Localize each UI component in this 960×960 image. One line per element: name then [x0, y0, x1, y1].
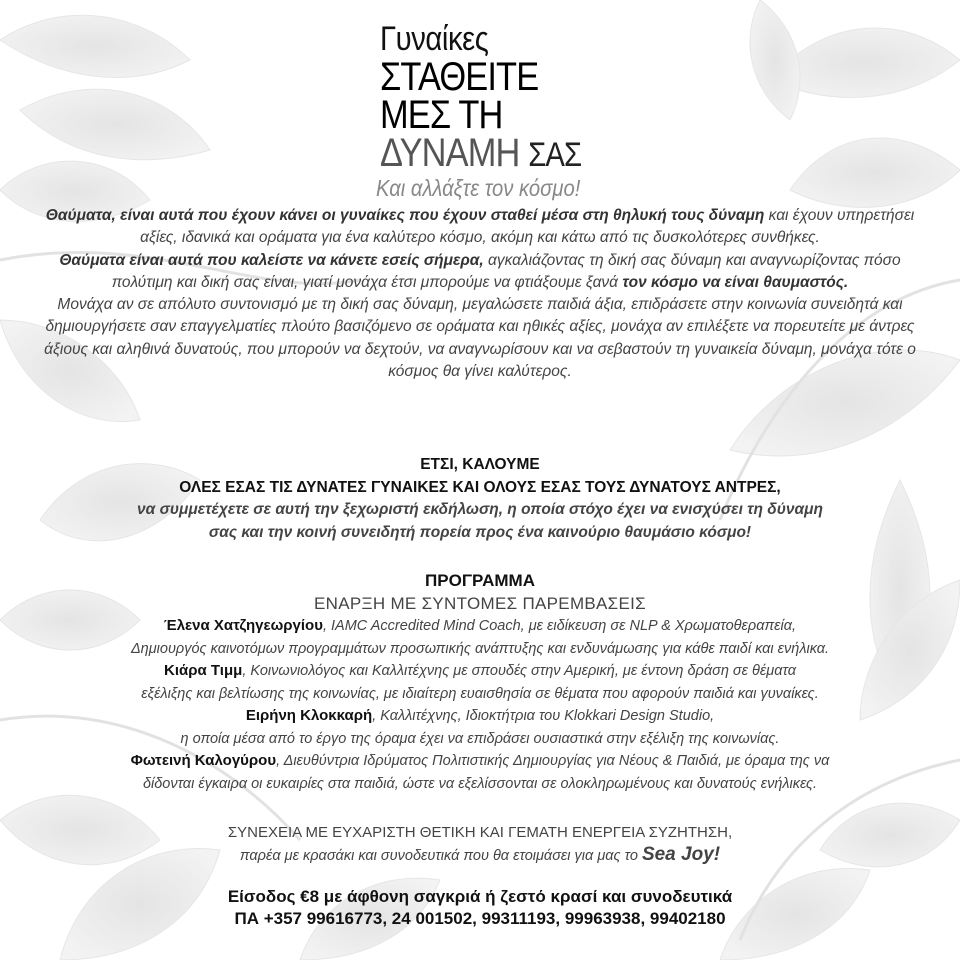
title-tagline: Και αλλάξτε τον κόσμο! [376, 175, 581, 201]
program-subtitle: ΕΝΑΡΞΗ ΜΕ ΣΥΝΤΟΜΕΣ ΠΑΡΕΜΒΑΣΕΙΣ [314, 593, 646, 613]
call-line-1: ΕΤΣΙ, ΚΑΛΟΥΜΕ [420, 456, 540, 473]
program-title: ΠΡΟΓΡΑΜΜΑ [424, 571, 535, 590]
speaker-line: η οποία μέσα από το έργο της όραμα έχει να επιδράσει ουσιαστικά στην εξέλιξη της κοινωνίας. [180, 730, 780, 747]
intro-paragraph-2 [40, 250, 920, 295]
speaker-name: Φωτεινή Καλογύρου [130, 752, 277, 769]
title-line-4 [380, 131, 638, 175]
intro-text-span: αγκαλιάζοντας τη δική σας δύναμη και αναγνωρίζοντας πόσο πολύτιμη και δική σας είναι, γιατί μονάχα έτσι μπορούμε να φτιάξουμε ξανά [111, 251, 901, 291]
call-line-2: ΟΛΕΣ ΕΣΑΣ ΤΙΣ ΔΥΝΑΤΕΣ ΓΥΝΑΙΚΕΣ ΚΑΙ ΟΛΟΥΣ ΕΣΑΣ ΤΟΥΣ ΔΥΝΑΤΟΥΣ ΑΝΤΡΕΣ, [179, 478, 781, 496]
speaker-line: εξέλιξης και βελτίωσης της κοινωνίας, με ιδιαίτερη ευαισθησία σε θέματα που αφορούν παιδιά και γυναίκες. [141, 685, 819, 702]
call-line-4: σας και την κοινή συνειδητή πορεία προς ένα καινούριο θαυμάσιο κόσμο! [208, 523, 752, 541]
intro-bold: τον κόσμο να είναι θαυμαστός. [622, 273, 849, 291]
closing-line-1: ΣΥΝΕΧΕΙΑ ΜΕ ΕΥΧΑΡΙΣΤΗ ΘΕΤΙΚΗ ΚΑΙ ΓΕΜΑΤΗ ΕΝΕΡΓΕΙΑ ΣΥΖΗΤΗΣΗ, [227, 824, 733, 841]
footer [10, 886, 950, 930]
intro-paragraph-3: Μονάχα αν σε απόλυτο συντονισμό με τη δική σας δύναμη, μεγαλώσετε παιδιά άξια, επιδράσετε στην κοινωνία συνειδητά και δημιουργήσετε σαν επαγγελματίες πλούτο βασιζόμενο σε οράματα και ηθικές αξίες, μονάχα αν επιλέξετε να πορευτείτε με άντρες άξιους και αληθινά δυνατούς, που μπορούν να δεχτούν, να αναγνωρίσουν και να σεβαστούν τη γυναικεία δύναμη, μονάχα τότε ο κόσμος θα γίνει καλύτερος. [44, 296, 916, 381]
speaker-description: , IAMC Accredited Mind Coach, με ειδίκευση σε NLP & Χρωματοθεραπεία, [322, 618, 797, 634]
title-line-1: Γυναίκες [380, 20, 489, 58]
entry-price: Είσοδος €8 με άφθονη σαγκριά ή ζεστό κρασί και συνοδευτικά [227, 887, 733, 906]
speaker-name: Κιάρα Τιμμ [164, 662, 243, 679]
speaker-line [10, 705, 950, 728]
intro-text [40, 205, 920, 383]
title-line-2: ΣΤΑΘΕΙΤΕ [380, 55, 539, 99]
title-word-sas: ΣΑΣ [528, 136, 582, 174]
intro-text-span: και έχουν υπηρετήσει αξίες, ιδανικά και οράματα για ένα καλύτερο κόσμο, ακόμη και κάτω από τις δυσκολότερες συνθήκες. [140, 207, 915, 247]
call-line-3: να συμμετέχετε σε αυτή την ξεχωριστή εκδήλωση, η οποία στόχο έχει να ενισχύσει τη δύναμη [137, 501, 823, 518]
intro-bold: Θαύματα είναι αυτά που καλείστε να κάνετε εσείς σήμερα, [59, 251, 484, 269]
call-to-action [20, 454, 940, 544]
intro-bold: Θαύματα, είναι αυτά που έχουν κάνει οι γυναίκες που έχουν σταθεί μέσα στη θηλυκή τους δύναμη [45, 207, 765, 224]
speaker-description: , Καλλιτέχνης, Ιδιοκτήτρια του Klokkari Design Studio, [372, 708, 715, 724]
sea-joy-brand: Sea Joy! [641, 844, 721, 865]
speaker-line: Δημιουργός καινοτόμων προγραμμάτων προσωπικής ανάπτυξης και ενδυνάμωσης για κάθε παιδί και ενήλικα. [130, 640, 830, 657]
speaker-line: δίδονται έγκαιρα οι ευκαιρίες στα παιδιά, ώστε να εξελίσσονται σε ολοκληρωμένους και δυνατούς ενήλικες. [142, 775, 818, 792]
title-word-dynami: ΔΥΝΑΜΗ [380, 131, 520, 175]
contact-phones: ΠΑ +357 99616773, 24 001502, 99311193, 99963938, 99402180 [234, 909, 726, 928]
speaker-name: Ειρήνη Κλοκκαρή [245, 707, 373, 724]
speaker-name: Έλενα Χατζηγεωργίου [163, 617, 323, 634]
closing-line-2 [10, 844, 950, 867]
speaker-line [10, 660, 950, 683]
speaker-description: , Διευθύντρια Ιδρύματος Πολιτιστικής Δημιουργίας για Νέους & Παιδιά, με όραμα της να [276, 753, 830, 769]
program-section [10, 570, 950, 795]
speaker-line [10, 615, 950, 638]
closing-section [10, 822, 950, 867]
speaker-line [10, 750, 950, 773]
intro-paragraph-1 [40, 205, 920, 250]
title-line-3: ΜΕΣ ΤΗ [380, 93, 503, 137]
closing-text: παρέα με κρασάκι και συνοδευτικά που θα ετοιμάσει για μας το [239, 848, 642, 864]
title-block [376, 20, 680, 202]
speaker-description: , Κοινωνιολόγος και Καλλιτέχνης με σπουδές στην Αμερική, με έντονη δράση σε θέματα [242, 663, 796, 679]
